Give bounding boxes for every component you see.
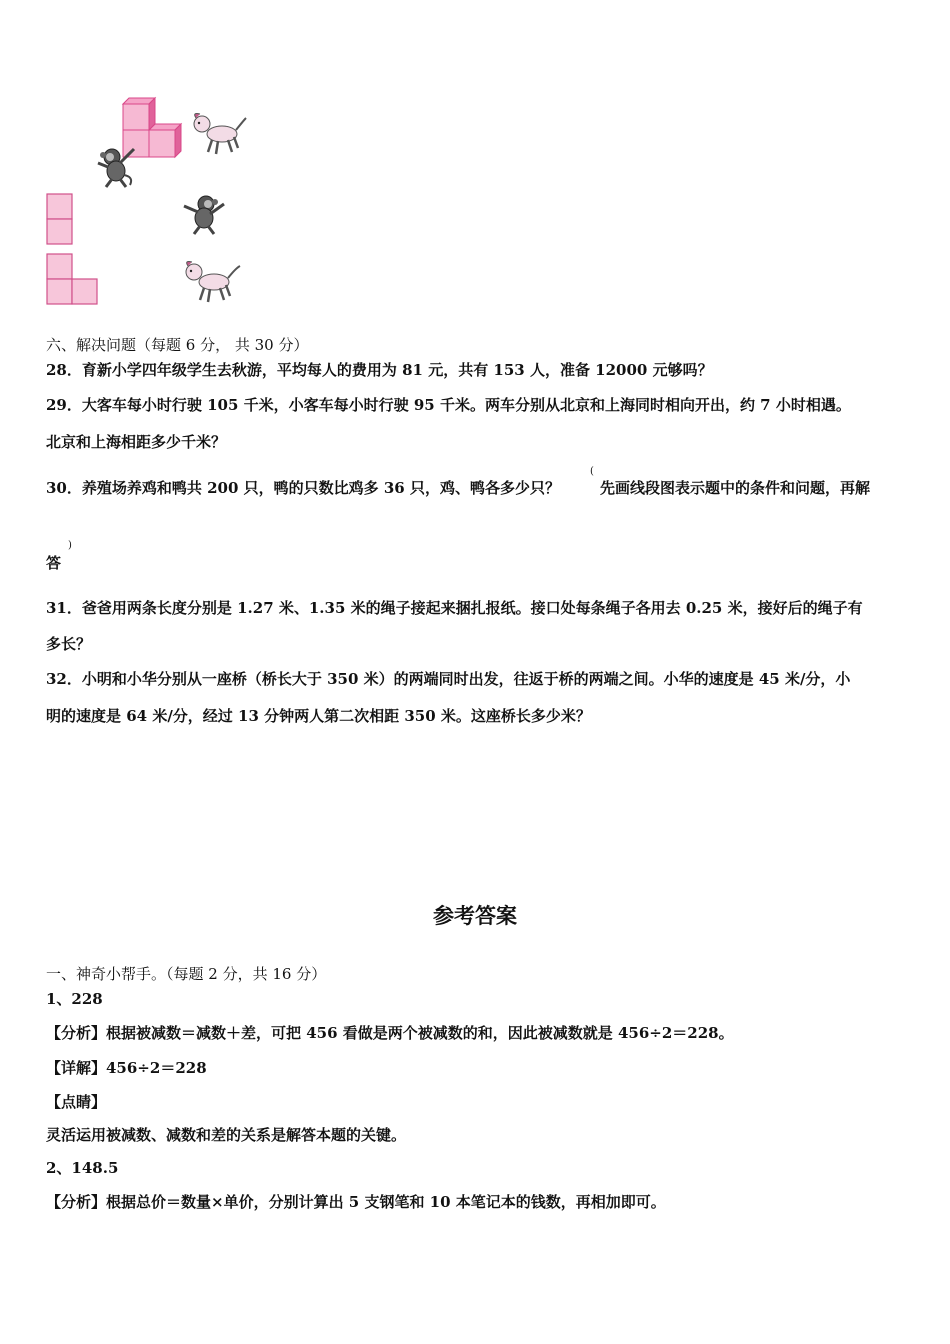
- answer-1-point-label: 【点睛】: [46, 1093, 107, 1111]
- question-29-line1: 29．大客车每小时行驶 105 千米，小客车每小时行驶 95 千米。两车分别从北京和上海同时相向开出，约 7 小时相遇。: [46, 396, 851, 414]
- answer-1-label: 1、228: [46, 990, 103, 1008]
- cube-front-top: [123, 104, 149, 130]
- answer-1-detail: 【详解】456÷2＝228: [46, 1059, 207, 1077]
- cube-side-upper: [149, 98, 155, 130]
- question-32-line2: 明的速度是 64 米/分，经过 13 分钟两人第二次相距 350 米。这座桥长多少米？: [46, 707, 591, 725]
- monkey-icon: [180, 190, 230, 236]
- front-view-figure: [46, 193, 74, 245]
- question-31-line2: 多长？: [46, 635, 92, 653]
- question-30-hint: 先画线段图表示题中的条件和问题，再解: [600, 479, 871, 497]
- side-view-square-bottom-left: [47, 279, 72, 304]
- monkey-icon: [90, 143, 140, 189]
- cube-front-bottom-right: [149, 130, 175, 157]
- dog-icon: [188, 110, 248, 156]
- answers-title: 参考答案: [433, 903, 517, 928]
- question-30-line1: 30．养殖场养鸡和鸭共 200 只，鸭的只数比鸡多 36 只，鸡、鸭各多少只？: [46, 479, 560, 497]
- question-30-line2: 答: [46, 554, 62, 572]
- question-28: 28．育新小学四年级学生去秋游，平均每人的费用为 81 元，共有 153 人，准备 12000 元够吗？: [46, 361, 713, 379]
- front-view-square-top: [47, 194, 72, 219]
- answer-2-label: 2、148.5: [46, 1159, 119, 1177]
- answer-2-analysis: 【分析】根据总价＝数量×单价，分别计算出 5 支钢笔和 10 本笔记本的钱数，再相加即可。: [46, 1193, 666, 1211]
- side-view-figure: [46, 253, 100, 305]
- question-32-line1: 32．小明和小华分别从一座桥（桥长大于 350 米）的两端同时出发，往返于桥的两端之间。小华的速度是 45 米/分，小: [46, 670, 851, 688]
- dog-icon: [180, 258, 242, 304]
- question-30-paren-open: (: [590, 466, 594, 477]
- section6-heading: 六、解决问题（每题 6 分， 共 30 分）: [46, 336, 309, 354]
- answer-1-analysis: 【分析】根据被减数＝减数＋差，可把 456 看做是两个被减数的和，因此被减数就是 456÷2＝228。: [46, 1024, 734, 1042]
- front-view-square-bottom: [47, 219, 72, 244]
- cube-side-right: [175, 124, 181, 157]
- question-31-line1: 31．爸爸用两条长度分别是 1.27 米、1.35 米的绳子接起来捆扎报纸。接口处每条绳子各用去 0.25 米，接好后的绳子有: [46, 599, 863, 617]
- question-29-line2: 北京和上海相距多少千米？: [46, 433, 227, 451]
- side-view-square-bottom-right: [72, 279, 97, 304]
- answer-1-point: 灵活运用被减数、减数和差的关系是解答本题的关键。: [46, 1126, 407, 1144]
- side-view-square-top: [47, 254, 72, 279]
- answers-section1-heading: 一、神奇小帮手。（每题 2 分，共 16 分）: [46, 965, 327, 983]
- question-30-paren-close: ): [68, 540, 72, 551]
